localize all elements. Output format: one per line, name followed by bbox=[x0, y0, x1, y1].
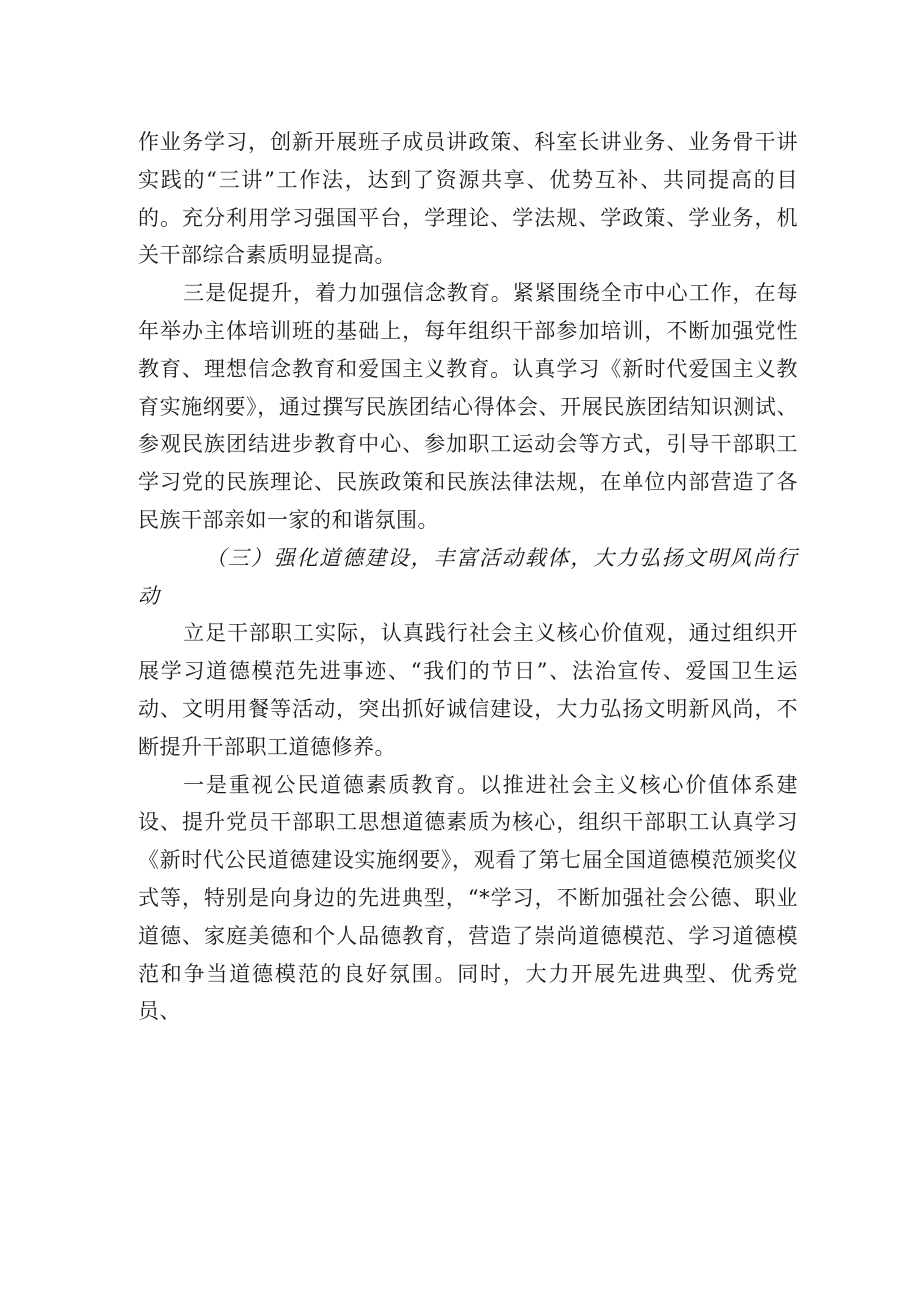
paragraph-citizen-moral-education: 一是重视公民道德素质教育。以推进社会主义核心价值体系建设、提升党员干部职工思想道德素质为核心，组织干部职工认真学习《新时代公民道德建设实施纲要》，观看了第七届全国道德模范颁奖仪式等，特别是向身边的先进典型，“*学习，不断加强社会公德、职业道德、家庭美德和个人品德教育，营造了崇尚道德模范、学习道德模范和争当道德模范的良好氛围。同时，大力开展先进典型、优秀党员、 bbox=[138, 772, 798, 1024]
section-heading-3: （三）强化道德建设，丰富活动载体，大力弘扬文明风尚行动 bbox=[138, 545, 798, 608]
paragraph-moral-intro: 立足干部职工实际，认真践行社会主义核心价值观，通过组织开展学习道德模范先进事迹、“我们的节日”、法治宣传、爱国卫生运动、文明用餐等活动，突出抓好诚信建设，大力弘扬文明新风尚，不断提升干部职工道德修养。 bbox=[138, 621, 798, 759]
document-body bbox=[138, 124, 798, 1031]
paragraph-belief-education: 三是促提升，着力加强信念教育。紧紧围绕全市中心工作，在每年举办主体培训班的基础上，每年组织干部参加培训，不断加强党性教育、理想信念教育和爱国主义教育。认真学习《新时代爱国主义教育实施纲要》，通过撰写民族团结心得体会、开展民族团结知识测试、参观民族团结进步教育中心、参加职工运动会等方式，引导干部职工学习党的民族理论、民族政策和民族法律法规，在单位内部营造了各民族干部亲如一家的和谐氛围。 bbox=[138, 281, 798, 532]
paragraph-continued: 作业务学习，创新开展班子成员讲政策、科室长讲业务、业务骨干讲实践的“三讲”工作法，达到了资源共享、优势互补、共同提高的目的。充分利用学习强国平台，学理论、学法规、学政策、学业务，机关干部综合素质明显提高。 bbox=[138, 130, 798, 268]
